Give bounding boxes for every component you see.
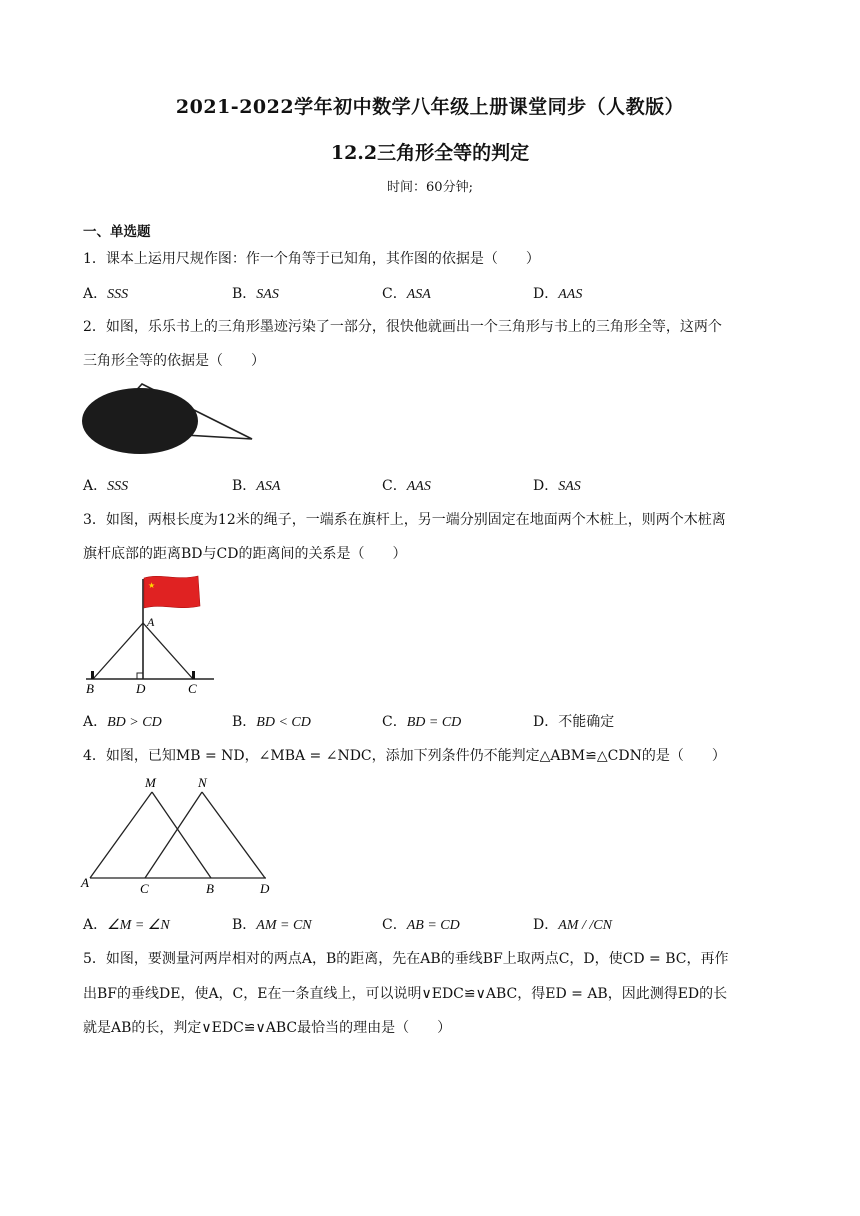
question-5-text-line-1: 5．如图，要测量河两岸相对的两点A，B的距离，先在AB的垂线BF上取两点C，D，使CD = BC，再作 [83,951,729,967]
document-subtitle: 12.2三角形全等的判定 [330,142,530,164]
time-limit: 时间：60分钟; [387,180,473,195]
question-4-option-c: C．AB = CD [382,917,460,933]
question-3-option-c: C．BD = CD [382,714,462,730]
question-4-option-d: D．AM / /CN [533,917,612,933]
label-c: C [188,681,197,696]
question-3-option-a: A．BD > CD [83,714,162,730]
section-title: 一、单选题 [83,224,151,240]
flag-star: ★ [148,581,156,590]
document-title: 2021-2022学年初中数学八年级上册课堂同步（人教版） [175,96,685,118]
label-d: D [136,681,146,696]
stake-right [192,671,195,679]
question-2-option-b: B．ASA [232,478,281,494]
question-3-figure [80,570,230,700]
label-a: A [147,615,155,629]
question-3-option-d: D．不能确定 [533,714,615,730]
question-2-figure [80,380,260,460]
question-3-option-b: B．BD < CD [232,714,311,730]
label-b: B [86,681,94,696]
question-4-text: 4．如图，已知MB = ND，∠MBA = ∠NDC，添加下列条件仍不能判定△ABM≌△CDN的是（ ） [83,748,726,764]
label-a: A [81,875,89,890]
segment-mb [152,792,211,878]
rope-right [143,623,193,679]
question-2-option-a: A．SSS [83,478,129,494]
label-m: M [145,775,156,790]
question-2-option-c: C．AAS [382,478,431,494]
question-2-option-d: D．SAS [533,478,581,494]
label-d: D [260,881,270,896]
label-c: C [140,881,149,896]
question-2-text-line-1: 2．如图，乐乐书上的三角形墨迹污染了一部分，很快他就画出一个三角形与书上的三角形全等，这两个 [83,319,722,335]
question-5-text-line-3: 就是AB的长，判定∨EDC≌∨ABC最恰当的理由是（ ） [83,1020,452,1036]
question-1-text: 1．课本上运用尺规作图：作一个角等于已知角，其作图的依据是（ ） [83,251,540,267]
question-1-option-c: C．ASA [382,286,431,302]
ink-blot [82,388,198,454]
question-3-text-line-2: 旗杆底部的距离BD与CD的距离间的关系是（ ） [83,546,407,562]
rope-left [93,623,143,679]
question-1-option-a: A．SSS [83,286,129,302]
segment-cn [145,792,202,878]
stake-left [91,671,94,679]
question-4-option-a: A．∠M = ∠N [83,917,170,933]
label-b: B [206,881,214,896]
question-2-text-line-2: 三角形全等的依据是（ ） [83,353,265,369]
question-4-option-b: B．AM = CN [232,917,312,933]
question-4-figure [78,770,288,900]
question-1-option-d: D．AAS [533,286,583,302]
question-3-text-line-1: 3．如图，两根长度为12米的绳子，一端系在旗杆上，另一端分别固定在地面两个木桩上，则两个木桩离 [83,512,726,528]
question-1-option-b: B．SAS [232,286,279,302]
segment-am [90,792,152,878]
question-5-text-line-2: 出BF的垂线DE，使A，C，E在一条直线上，可以说明∨EDC≌∨ABC，得ED = AB，因此测得ED的长 [83,986,728,1002]
right-angle-mark [137,673,143,679]
label-n: N [198,775,207,790]
segment-nd [202,792,265,878]
